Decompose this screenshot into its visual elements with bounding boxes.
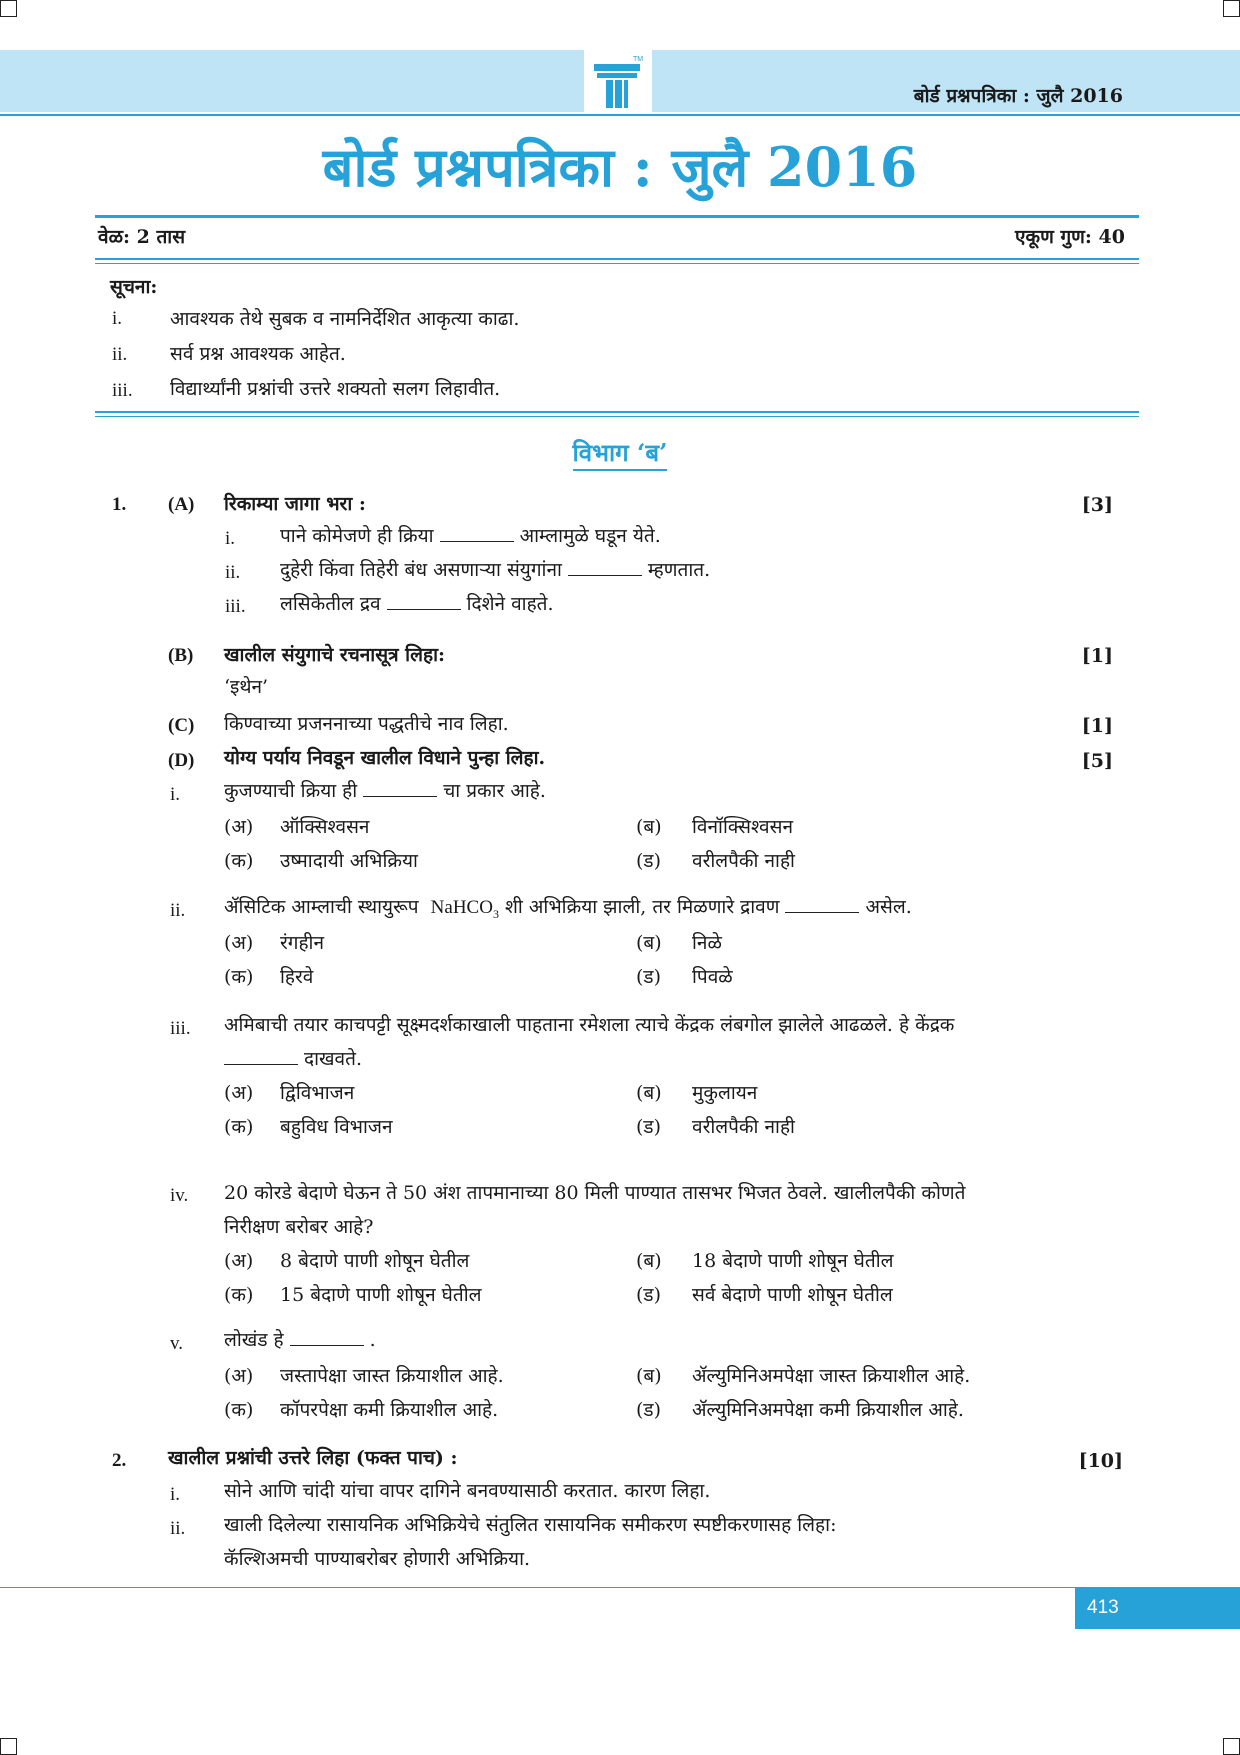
question-title: खालील प्रश्नांची उत्तरे लिहा (फक्त पाच) : bbox=[168, 1447, 458, 1469]
option: (अ) bbox=[224, 1250, 254, 1272]
option: (अ) bbox=[224, 1365, 254, 1387]
rule bbox=[95, 411, 1139, 413]
option-text: हिरवे bbox=[280, 966, 314, 988]
crop-mark bbox=[1223, 1738, 1240, 1755]
mcq-stem: अमिबाची तयार काचपट्टी सूक्ष्मदर्शकाखाली पाहताना रमेशला त्याचे केंद्रक लंबगोल झालेले आढळले. हे केंद्रक bbox=[224, 1014, 955, 1036]
rule bbox=[95, 263, 1139, 264]
question-number: 1. bbox=[112, 494, 127, 515]
option-text: निळे bbox=[692, 932, 722, 954]
rule bbox=[95, 258, 1139, 260]
instruction-num: ii. bbox=[112, 344, 128, 365]
question-item: खाली दिलेल्या रासायनिक अभिक्रियेचे संतुलित रासायनिक समीकरण स्पष्टीकरणासह लिहा: bbox=[224, 1514, 837, 1536]
sub-question-label: (A) bbox=[168, 494, 195, 515]
mcq-stem-cont: निरीक्षण बरोबर आहे? bbox=[224, 1216, 374, 1238]
sub-question-label: (B) bbox=[168, 645, 194, 666]
rule bbox=[95, 215, 1139, 218]
sub-question-title: रिकाम्या जागा भरा : bbox=[224, 493, 366, 515]
total-marks: एकूण गुण: 40 bbox=[1015, 226, 1125, 248]
option: (क) bbox=[224, 966, 254, 988]
item-num: i. bbox=[225, 528, 236, 549]
question-number: 2. bbox=[112, 1450, 127, 1471]
option-text: ॲल्युमिनिअमपेक्षा कमी क्रियाशील आहे. bbox=[692, 1399, 964, 1421]
mcq-stem-cont: दाखवते. bbox=[224, 1047, 362, 1071]
instruction-text: सर्व प्रश्न आवश्यक आहेत. bbox=[170, 343, 346, 365]
option: (ड) bbox=[636, 966, 661, 988]
option: (क) bbox=[224, 850, 254, 872]
exam-time: वेळ: 2 तास bbox=[98, 226, 186, 248]
option: (ब) bbox=[636, 816, 662, 838]
option-text: वरीलपैकी नाही bbox=[692, 850, 795, 872]
instruction-text: विद्यार्थ्यांनी प्रश्नांची उत्तरे शक्यतो सलग लिहावीत. bbox=[170, 378, 501, 400]
item-num: ii. bbox=[170, 900, 186, 921]
option-text: बहुविध विभाजन bbox=[280, 1116, 393, 1138]
sub-question-label: (C) bbox=[168, 715, 195, 736]
sub-question-title: खालील संयुगाचे रचनासूत्र लिहा: bbox=[224, 644, 446, 666]
option: (ब) bbox=[636, 1082, 662, 1104]
option-text: विनॉक्सिश्वसन bbox=[692, 816, 793, 838]
rule bbox=[95, 416, 1139, 417]
option: (ड) bbox=[636, 1116, 661, 1138]
fill-blank-item: दुहेरी किंवा तिहेरी बंध असणाऱ्या संयुगांना म्हणतात. bbox=[280, 559, 711, 581]
fill-blank-item: लसिकेतील द्रव दिशेने वाहते. bbox=[280, 593, 554, 615]
marks: [1] bbox=[1081, 715, 1113, 737]
marks: [3] bbox=[1081, 494, 1113, 516]
option-text: सर्व बेदाणे पाणी शोषून घेतील bbox=[692, 1284, 893, 1306]
trademark-label: TM bbox=[633, 56, 644, 63]
t-pillar-logo-icon bbox=[584, 50, 652, 114]
logo bbox=[584, 50, 652, 114]
question-item-cont: कॅल्शिअमची पाण्याबरोबर होणारी अभिक्रिया. bbox=[224, 1548, 531, 1570]
option-text: ऑक्सिश्वसन bbox=[280, 816, 370, 838]
option-text: पिवळे bbox=[692, 966, 733, 988]
header-rule bbox=[0, 114, 1240, 116]
footer-rule bbox=[0, 1587, 1240, 1588]
option-text: उष्मादायी अभिक्रिया bbox=[280, 850, 418, 872]
instructions-heading: सूचना: bbox=[110, 276, 158, 298]
question-item: सोने आणि चांदी यांचा वापर दागिने बनवण्यासाठी करतात. कारण लिहा. bbox=[224, 1480, 711, 1502]
option-text: मुकुलायन bbox=[692, 1082, 758, 1104]
instruction-num: iii. bbox=[112, 380, 133, 401]
mcq-stem: कुजण्याची क्रिया ही चा प्रकार आहे. bbox=[224, 780, 546, 802]
option: (ड) bbox=[636, 1284, 661, 1306]
section-label: विभाग ‘ब’ bbox=[573, 438, 668, 471]
option-text: जस्तापेक्षा जास्त क्रियाशील आहे. bbox=[280, 1365, 504, 1387]
option: (अ) bbox=[224, 1082, 254, 1104]
item-num: i. bbox=[170, 1484, 181, 1505]
option: (क) bbox=[224, 1399, 254, 1421]
page-title: बोर्ड प्रश्नपत्रिका : जुलै 2016 bbox=[322, 135, 918, 199]
option: (ब) bbox=[636, 1365, 662, 1387]
item-num: iv. bbox=[170, 1185, 189, 1206]
section-heading bbox=[0, 436, 1240, 469]
instruction-text: आवश्यक तेथे सुबक व नामनिर्देशित आकृत्या काढा. bbox=[170, 308, 520, 330]
option: (क) bbox=[224, 1116, 254, 1138]
option-text: ॲल्युमिनिअमपेक्षा जास्त क्रियाशील आहे. bbox=[692, 1365, 971, 1387]
marks: [10] bbox=[1078, 1450, 1123, 1472]
option: (क) bbox=[224, 1284, 254, 1306]
item-num: v. bbox=[170, 1333, 184, 1354]
option-text: 15 बेदाणे पाणी शोषून घेतील bbox=[280, 1284, 482, 1306]
option-text: 18 बेदाणे पाणी शोषून घेतील bbox=[692, 1250, 894, 1272]
compound-name: ‘इथेन’ bbox=[224, 676, 269, 698]
crop-mark bbox=[1223, 0, 1240, 17]
marks: [1] bbox=[1081, 645, 1113, 667]
option-text: वरीलपैकी नाही bbox=[692, 1116, 795, 1138]
item-num: ii. bbox=[225, 562, 241, 583]
mcq-stem: 20 कोरडे बेदाणे घेऊन ते 50 अंश तापमानाच्या 80 मिली पाण्यात तासभर भिजत ठेवले. खालीलपैकी कोणते bbox=[224, 1182, 966, 1204]
fill-blank-item: पाने कोमेजणे ही क्रिया आम्लामुळे घडून येते. bbox=[280, 525, 661, 547]
page-number: 413 bbox=[1087, 1597, 1119, 1618]
option-text: रंगहीन bbox=[280, 932, 325, 954]
option: (ब) bbox=[636, 1250, 662, 1272]
crop-mark bbox=[0, 1738, 17, 1755]
mcq-stem: ॲसिटिक आम्लाची स्थायुरूप NaHCO$_3$ शी अभिक्रिया झाली, तर मिळणारे द्रावण असेल. bbox=[224, 896, 912, 921]
running-title: बोर्ड प्रश्नपत्रिका : जुलै 2016 bbox=[913, 85, 1123, 107]
marks: [5] bbox=[1081, 750, 1113, 772]
sub-question-title: किण्वाच्या प्रजननाच्या पद्धतीचे नाव लिहा. bbox=[224, 713, 509, 735]
item-num: iii. bbox=[170, 1018, 191, 1039]
item-num: iii. bbox=[225, 596, 246, 617]
option-text: कॉपरपेक्षा कमी क्रियाशील आहे. bbox=[280, 1399, 499, 1421]
page-number-box bbox=[1075, 1587, 1240, 1629]
instruction-num: i. bbox=[112, 308, 123, 329]
sub-question-label: (D) bbox=[168, 750, 195, 771]
option: (ब) bbox=[636, 932, 662, 954]
option: (ड) bbox=[636, 1399, 661, 1421]
sub-question-title: योग्य पर्याय निवडून खालील विधाने पुन्हा लिहा. bbox=[224, 747, 546, 769]
option: (अ) bbox=[224, 932, 254, 954]
option: (ड) bbox=[636, 850, 661, 872]
mcq-stem: लोखंड हे . bbox=[224, 1329, 376, 1351]
option: (अ) bbox=[224, 816, 254, 838]
crop-mark bbox=[0, 0, 17, 17]
option-text: द्विविभाजन bbox=[280, 1082, 355, 1104]
item-num: ii. bbox=[170, 1518, 186, 1539]
item-num: i. bbox=[170, 784, 181, 805]
option-text: 8 बेदाणे पाणी शोषून घेतील bbox=[280, 1250, 470, 1272]
